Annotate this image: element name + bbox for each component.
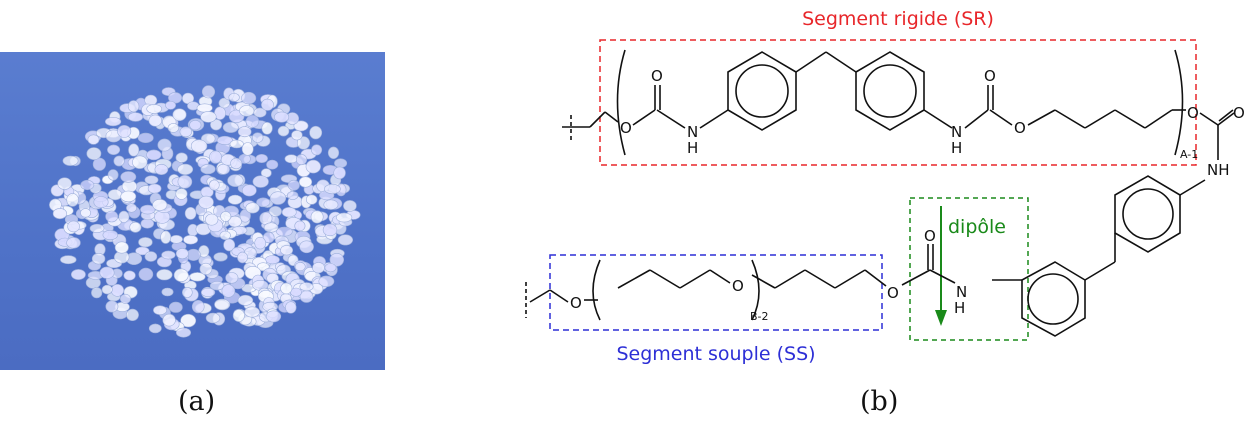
atom-n-2: N xyxy=(951,123,963,141)
pellet xyxy=(200,263,212,274)
pellet xyxy=(173,109,186,121)
atom-o-8: O xyxy=(887,284,899,302)
pellet xyxy=(199,196,214,208)
pellet xyxy=(178,164,193,175)
pellet xyxy=(121,172,136,183)
atom-n-3: N xyxy=(956,283,968,301)
pellet xyxy=(115,242,128,253)
atom-n-1: N xyxy=(687,123,699,141)
pellet xyxy=(328,147,339,159)
pellet xyxy=(238,295,253,305)
pellet xyxy=(185,207,196,219)
pellet xyxy=(138,133,153,143)
pellet xyxy=(111,284,124,296)
pellet xyxy=(246,203,260,213)
pellet xyxy=(124,271,136,280)
pellet xyxy=(226,273,238,284)
pellet xyxy=(267,160,278,169)
pellet xyxy=(169,302,182,312)
pellet xyxy=(228,195,242,204)
atom-o-4: O xyxy=(1014,119,1026,137)
pellet xyxy=(311,211,323,223)
polyurethane-structure-diagram xyxy=(500,0,1250,380)
pellet xyxy=(210,151,222,164)
pellet xyxy=(58,178,72,190)
pellet xyxy=(220,231,231,240)
pellet xyxy=(158,139,171,151)
pellet xyxy=(149,324,161,333)
rigid-segment-label: Segment rigide (SR) xyxy=(802,8,994,30)
pellet xyxy=(313,262,325,273)
pellet xyxy=(81,209,91,218)
pellet xyxy=(60,256,76,264)
pellet xyxy=(176,153,188,163)
soft-repeat-subscript: B-2 xyxy=(750,310,769,323)
pellet xyxy=(155,164,168,174)
pellet xyxy=(197,104,212,112)
atom-o-1: O xyxy=(620,119,632,137)
atom-nh-1: NH xyxy=(1207,161,1230,179)
pellet xyxy=(295,262,305,270)
pellet xyxy=(92,253,105,264)
atom-h-2: H xyxy=(951,139,963,157)
pellet xyxy=(231,158,242,169)
soft-chain xyxy=(526,227,967,323)
pellet xyxy=(323,224,337,236)
pellet xyxy=(310,126,322,139)
pellet xyxy=(324,200,338,210)
pellet xyxy=(228,175,244,187)
pellet xyxy=(53,208,67,218)
pellet xyxy=(270,192,286,205)
pellet xyxy=(300,241,314,253)
pellet xyxy=(223,122,238,132)
pellet xyxy=(68,221,80,232)
pellet xyxy=(126,204,136,213)
pellet xyxy=(153,199,167,210)
pellet xyxy=(129,144,139,156)
atom-h-3: H xyxy=(954,299,966,317)
pellet xyxy=(94,197,108,208)
structure-svg xyxy=(500,0,1250,380)
pellet xyxy=(206,313,220,323)
pellet xyxy=(187,249,201,260)
rigid-bracket-right xyxy=(1175,50,1183,155)
pellet xyxy=(182,287,192,297)
atom-o-10: O xyxy=(570,294,582,312)
pellet xyxy=(281,245,293,255)
pellet xyxy=(239,106,254,117)
pellet xyxy=(161,231,171,244)
pellet xyxy=(147,150,162,160)
pellet xyxy=(176,248,188,258)
pellet xyxy=(265,256,279,264)
pellet xyxy=(306,160,321,173)
pellet xyxy=(71,269,85,279)
pellet xyxy=(63,156,78,166)
pellet xyxy=(325,264,336,272)
pellet xyxy=(277,227,293,236)
pellet xyxy=(174,269,188,282)
pellet xyxy=(118,125,131,137)
pellet xyxy=(217,164,229,174)
atom-o-7: O xyxy=(924,227,936,245)
pellet xyxy=(336,213,352,222)
pellet xyxy=(285,302,296,314)
pellet xyxy=(237,252,247,263)
atom-o-3: O xyxy=(984,67,996,85)
pellets-photo xyxy=(0,52,385,370)
pellet xyxy=(261,99,273,110)
pellet xyxy=(176,328,190,337)
pellet xyxy=(334,159,346,168)
pellet xyxy=(163,314,176,326)
pellet xyxy=(121,191,136,202)
pellet xyxy=(178,175,192,188)
pellet xyxy=(107,145,119,155)
dipole-arrow-head xyxy=(935,310,947,326)
pellet xyxy=(287,191,298,199)
pellet xyxy=(222,285,235,298)
pellet xyxy=(334,167,346,179)
pellet xyxy=(324,184,340,194)
pellet xyxy=(264,223,278,233)
pellet xyxy=(88,135,99,145)
pellet xyxy=(295,221,305,231)
pellet xyxy=(191,140,207,153)
pellet xyxy=(100,267,114,279)
pellet xyxy=(130,222,141,232)
pellet xyxy=(108,190,122,200)
pellet xyxy=(90,224,104,232)
pellet xyxy=(242,92,256,104)
pellet xyxy=(242,185,256,196)
pellet xyxy=(221,211,231,221)
pellet xyxy=(106,301,118,312)
pellet xyxy=(102,285,112,294)
caption-a: (a) xyxy=(178,386,216,417)
pellet xyxy=(215,299,230,310)
soft-bracket-left xyxy=(593,260,600,320)
pellet xyxy=(233,309,244,321)
pellet xyxy=(149,115,162,126)
pellet xyxy=(246,115,259,127)
benzene-ring-2 xyxy=(856,52,924,130)
pellet xyxy=(147,104,162,113)
pellet xyxy=(300,283,313,291)
pellet xyxy=(128,113,143,122)
rigid-chain xyxy=(562,50,1245,179)
pellet xyxy=(343,200,356,211)
atom-o-5: O xyxy=(1187,104,1199,122)
pellet xyxy=(255,237,266,249)
pellet xyxy=(81,180,94,190)
caption-b: (b) xyxy=(860,386,899,417)
pellet xyxy=(292,130,303,140)
pellet xyxy=(190,120,201,130)
pellet xyxy=(281,283,292,294)
pellet xyxy=(242,143,253,156)
pellet xyxy=(103,230,118,239)
pellet xyxy=(205,214,218,225)
pellet xyxy=(162,251,176,259)
pellet xyxy=(201,288,215,296)
pellet xyxy=(230,140,243,148)
pellet xyxy=(145,176,158,184)
pellet xyxy=(274,112,288,122)
pellet xyxy=(202,86,215,98)
pellet xyxy=(67,193,79,206)
pellet xyxy=(128,101,139,112)
pellet xyxy=(141,219,154,229)
pellet xyxy=(132,156,147,169)
pellet xyxy=(245,307,260,317)
pellet xyxy=(209,180,219,190)
pellet xyxy=(184,235,198,244)
pellet xyxy=(282,207,296,217)
pellet xyxy=(338,235,353,245)
pellet xyxy=(266,311,281,322)
pellet xyxy=(176,188,187,199)
pellet xyxy=(252,133,263,143)
rigid-bracket-left xyxy=(618,50,626,155)
pellet xyxy=(153,306,166,315)
pellets-image xyxy=(0,52,385,370)
pellet xyxy=(114,156,125,166)
atom-o-2: O xyxy=(651,67,663,85)
pellet xyxy=(278,126,289,136)
benzene-ring-3 xyxy=(1115,176,1180,252)
atom-h-1: H xyxy=(687,139,699,157)
pellet xyxy=(180,127,192,137)
pellet xyxy=(166,101,176,109)
pellet xyxy=(253,176,269,188)
pellet xyxy=(108,170,118,181)
pellet xyxy=(148,184,161,193)
pellet xyxy=(120,294,130,303)
pellet xyxy=(87,148,101,160)
pellet xyxy=(256,154,268,162)
pellet xyxy=(288,180,299,190)
pellet xyxy=(139,237,153,247)
pellet xyxy=(238,127,251,137)
pellet xyxy=(296,154,307,164)
pellet xyxy=(214,253,228,262)
pellet xyxy=(126,309,138,321)
atom-o-9: O xyxy=(732,277,744,295)
pellet xyxy=(139,268,153,280)
pellet xyxy=(299,177,312,188)
pellet xyxy=(192,300,204,313)
pellet xyxy=(229,93,240,101)
soft-segment-label: Segment souple (SS) xyxy=(616,343,816,365)
pellet xyxy=(262,122,273,134)
pellet xyxy=(162,288,173,296)
pellet xyxy=(168,123,179,132)
pellet xyxy=(105,117,121,126)
pellet xyxy=(106,211,118,222)
pellet xyxy=(170,235,183,243)
atom-o-6: O xyxy=(1233,104,1245,122)
pellet xyxy=(67,237,81,248)
benzene-ring-4 xyxy=(1022,262,1085,336)
dipole-label: dipôle xyxy=(948,216,1006,238)
pellet xyxy=(119,211,129,222)
pellet xyxy=(145,252,157,262)
pellet xyxy=(157,269,173,280)
pellet xyxy=(201,164,216,174)
pellet xyxy=(306,195,317,205)
benzene-ring-1 xyxy=(728,52,796,130)
pellet xyxy=(201,111,217,122)
pellet xyxy=(91,287,102,298)
pellet xyxy=(285,155,298,163)
diphenylmethane-link xyxy=(992,176,1205,336)
rigid-repeat-subscript: A-1 xyxy=(1180,148,1199,161)
pellet xyxy=(311,145,321,155)
